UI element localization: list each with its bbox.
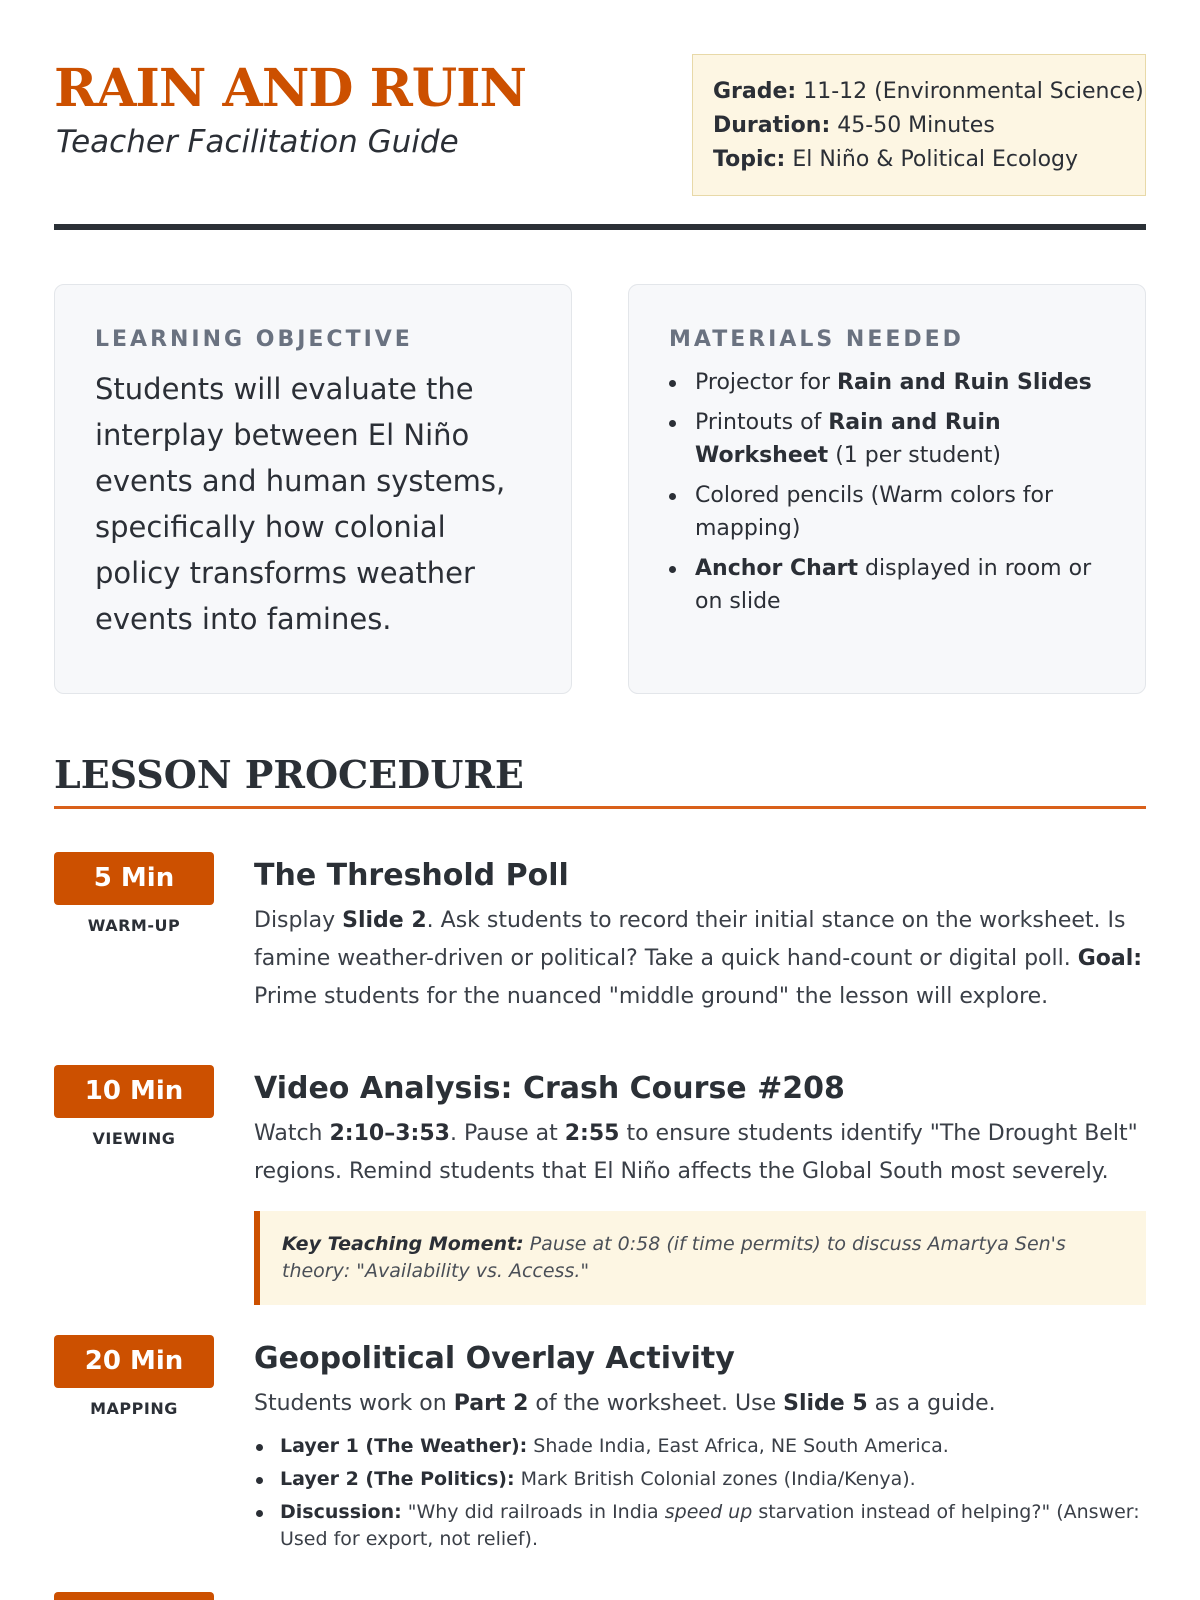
meta-topic xyxy=(713,143,1127,177)
lesson-meta-box xyxy=(692,54,1146,196)
step-text-part: Students work on xyxy=(254,1391,454,1416)
bullet-label: Discussion: xyxy=(280,1501,402,1523)
objective-text: Students will evaluate the interplay between El Niño events and human systems, specifically how colonial policy transforms weather events into famines. xyxy=(95,372,506,636)
step-text-bold: Part 2 xyxy=(453,1391,529,1416)
bullet-text: Mark British Colonial zones (India/Kenya). xyxy=(514,1468,916,1490)
material-bold: Rain and Ruin Worksheet xyxy=(695,410,1001,468)
meta-topic-label: Topic: xyxy=(713,147,786,172)
step-text-bold: Slide 5 xyxy=(783,1391,868,1416)
bullet-text: Shade India, East Africa, NE South America. xyxy=(527,1435,949,1457)
list-item xyxy=(254,1466,1146,1493)
step-text-part: Display xyxy=(254,908,343,933)
meta-duration-label: Duration: xyxy=(713,113,831,138)
list-item xyxy=(254,1499,1146,1553)
step-body xyxy=(254,852,1146,1016)
material-text: (1 per student) xyxy=(828,443,1001,468)
step-text-part: Watch xyxy=(254,1121,330,1146)
meta-duration-value: 45-50 Minutes xyxy=(830,113,995,138)
material-bold: Anchor Chart xyxy=(695,556,859,581)
procedure-heading: LESSON PROCEDURE xyxy=(54,752,524,797)
time-badge: 5 Min xyxy=(54,852,214,905)
step-text-bold: 2:10–3:53 xyxy=(329,1121,450,1146)
meta-grade-value: 11-12 (Environmental Science) xyxy=(796,79,1144,104)
step-body xyxy=(254,1335,1146,1559)
meta-duration xyxy=(713,109,1127,143)
materials-list xyxy=(669,366,1105,618)
phase-label: VIEWING xyxy=(92,1129,176,1148)
phase-label: WARM-UP xyxy=(87,916,181,935)
step-description xyxy=(254,902,1146,1016)
callout-text: Pause at 0:58 (if time permits) to discuss Amartya Sen's theory: "Availability vs. Access." xyxy=(282,1233,1066,1282)
bullet-text: "Why did railroads in India xyxy=(401,1501,665,1523)
step-text-bold: Goal: xyxy=(1077,946,1143,971)
guide-page xyxy=(54,0,1146,1600)
material-bold: Rain and Ruin Slides xyxy=(837,370,1092,395)
list-item xyxy=(669,406,1105,472)
material-text: displayed in room or on slide xyxy=(695,556,1092,614)
time-badge: 10 Min xyxy=(54,1065,214,1118)
step-description xyxy=(254,1115,1146,1191)
meta-topic-value: El Niño & Political Ecology xyxy=(785,147,1079,172)
page-title: RAIN AND RUIN xyxy=(54,58,527,119)
step-title: The Threshold Poll xyxy=(254,858,569,893)
list-item xyxy=(669,479,1105,545)
step-text-part: of the worksheet. Use xyxy=(528,1391,784,1416)
step-text-part: . Pause at xyxy=(449,1121,565,1146)
step-text-part: as a guide. xyxy=(867,1391,996,1416)
bullet-text: starvation instead of helping?" (Answer: Used for export, not relief). xyxy=(280,1501,1140,1550)
objective-heading: LEARNING OBJECTIVE xyxy=(95,327,413,352)
time-badge: 20 Min xyxy=(54,1335,214,1388)
step-title: Video Analysis: Crash Course #208 xyxy=(254,1071,845,1106)
step-text-part: to ensure students identify "The Drought Belt" regions. Remind students that El Niño affects the Global South most severely. xyxy=(254,1121,1138,1184)
phase-label: MAPPING xyxy=(90,1399,178,1418)
step-description xyxy=(254,1385,1146,1423)
key-teaching-moment-callout xyxy=(254,1211,1146,1305)
step-text-bold: Slide 2 xyxy=(342,908,427,933)
meta-grade xyxy=(713,75,1144,109)
procedure-divider xyxy=(54,806,1146,809)
bullet-label: Layer 2 (The Politics): xyxy=(280,1468,515,1490)
mapping-layer-list xyxy=(254,1433,1146,1553)
learning-objective-card xyxy=(54,284,572,694)
bullet-label: Layer 1 (The Weather): xyxy=(280,1435,528,1457)
step-body xyxy=(254,1065,1146,1305)
step-text-part: . Ask students to record their initial stance on the worksheet. Is famine weather-driven or political? Take a quick hand-count or digital poll. xyxy=(254,908,1126,971)
header xyxy=(54,50,1146,230)
material-text: Projector for xyxy=(695,370,838,395)
materials-card xyxy=(628,284,1146,694)
list-item xyxy=(669,366,1105,399)
callout-label: Key Teaching Moment: xyxy=(282,1233,524,1255)
next-step-time-badge xyxy=(54,1592,214,1600)
material-text: Printouts of xyxy=(695,410,829,435)
list-item xyxy=(669,552,1105,618)
materials-heading: MATERIALS NEEDED xyxy=(669,327,964,352)
meta-grade-label: Grade: xyxy=(713,79,797,104)
step-title: Geopolitical Overlay Activity xyxy=(254,1341,735,1376)
step-text-part: Prime students for the nuanced "middle ground" the lesson will explore. xyxy=(254,984,1049,1009)
header-divider xyxy=(54,224,1146,230)
page-subtitle: Teacher Facilitation Guide xyxy=(56,124,459,160)
list-item xyxy=(254,1433,1146,1460)
bullet-emphasis: speed up xyxy=(664,1501,753,1523)
material-text: Colored pencils (Warm colors for mapping) xyxy=(695,483,1054,541)
step-text-bold: 2:55 xyxy=(564,1121,620,1146)
